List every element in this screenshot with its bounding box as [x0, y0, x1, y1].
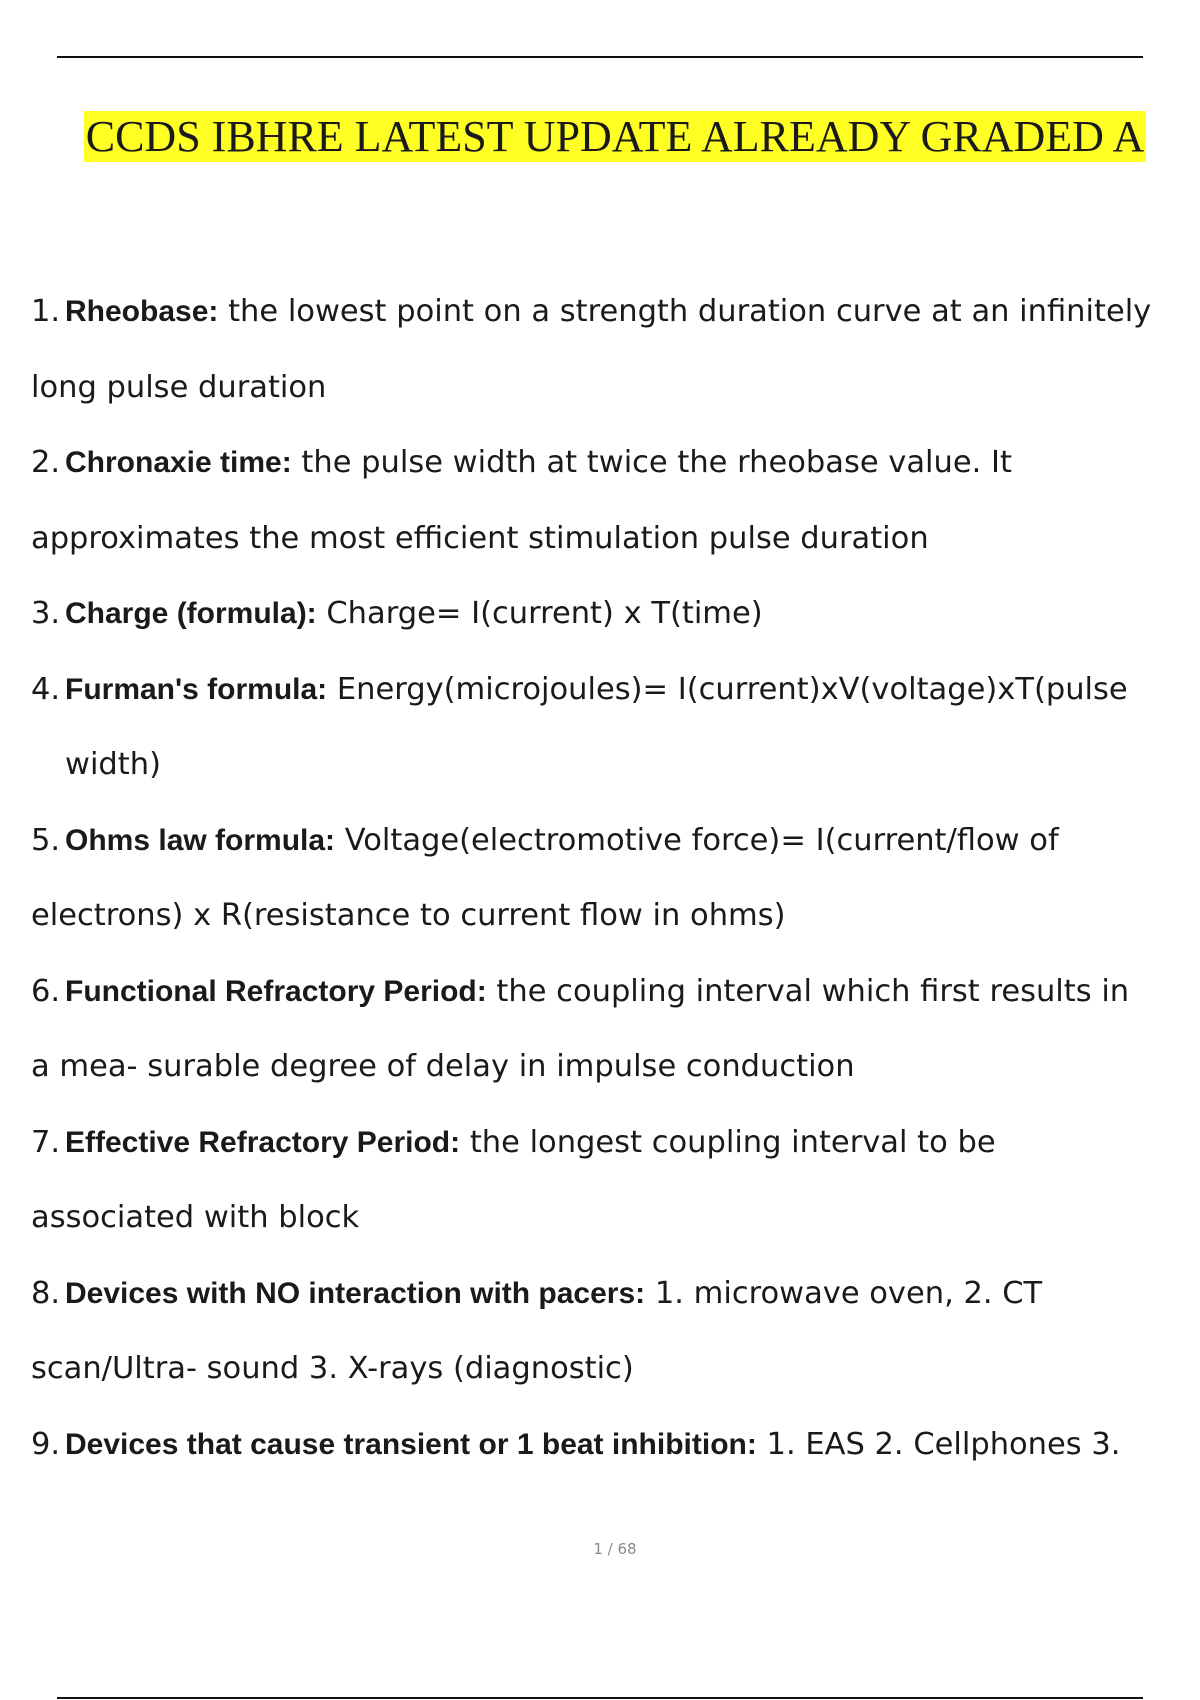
item-number: 1. [31, 294, 61, 329]
list-item-continuation: scan/Ultra- sound 3. X-rays (diagnostic) [31, 1351, 634, 1386]
item-term: Furman's formula: [65, 672, 328, 706]
item-term: Chronaxie time: [65, 446, 292, 479]
item-text: Voltage(electromotive force)= I(current/flow of [335, 822, 1059, 858]
list-item-5 [31, 811, 1200, 887]
item-text: the longest coupling interval to be [460, 1124, 996, 1160]
list-item-continuation: a mea- surable degree of delay in impulse conduction [31, 1049, 855, 1084]
list-item-continuation: long pulse duration [31, 369, 327, 405]
item-number: 7. [31, 1124, 61, 1160]
list-item-8 [31, 1264, 1200, 1340]
list-item-7 [31, 1113, 1200, 1189]
document-title: CCDS IBHRE LATEST UPDATE ALREADY GRADED A [85, 112, 1145, 161]
item-text: 1. EAS 2. Cellphones 3. [756, 1426, 1121, 1462]
list-item-continuation: approximates the most efficient stimulation pulse duration [31, 520, 929, 556]
item-term: Ohms law formula: [65, 823, 336, 857]
definitions-list [31, 282, 1200, 1490]
item-number: 2. [31, 445, 61, 480]
list-item-6 [31, 962, 1200, 1038]
list-item-continuation: associated with block [31, 1200, 360, 1235]
page-indicator: 1 / 68 [593, 1540, 637, 1558]
item-number: 9. [31, 1426, 61, 1462]
item-text: 1. microwave oven, 2. CT [645, 1275, 1043, 1311]
list-item-4 [31, 660, 1200, 736]
top-rule [57, 56, 1143, 58]
list-item-continuation: width) [65, 747, 161, 782]
item-text: the pulse width at twice the rheobase value. It [291, 445, 1012, 480]
item-term: Charge (formula): [65, 597, 317, 630]
item-term: Devices with NO interaction with pacers: [65, 1276, 646, 1310]
item-number: 3. [31, 596, 61, 631]
list-item-9 [31, 1415, 1200, 1491]
item-number: 5. [31, 822, 61, 858]
item-number: 6. [31, 973, 61, 1009]
list-item-continuation: electrons) x R(resistance to current flow in ohms) [31, 898, 786, 933]
title-container [0, 111, 1200, 162]
item-text: Charge= I(current) x T(time) [316, 596, 763, 631]
item-text: the lowest point on a strength duration curve at an infinitely [218, 294, 1152, 329]
item-term: Effective Refractory Period: [65, 1125, 461, 1159]
item-text: the coupling interval which first results in [486, 973, 1130, 1009]
item-text: Energy(microjoules)= I(current)xV(voltage)xT(pulse [327, 671, 1128, 707]
item-number: 8. [31, 1275, 61, 1311]
list-item-3 [31, 584, 1200, 660]
item-term: Rheobase: [65, 295, 219, 328]
bottom-rule [57, 1697, 1143, 1699]
item-term: Functional Refractory Period: [65, 974, 487, 1008]
list-item-2 [31, 433, 1200, 509]
item-number: 4. [31, 671, 61, 707]
item-term: Devices that cause transient or 1 beat inhibition: [65, 1427, 757, 1461]
list-item-1 [31, 282, 1200, 358]
